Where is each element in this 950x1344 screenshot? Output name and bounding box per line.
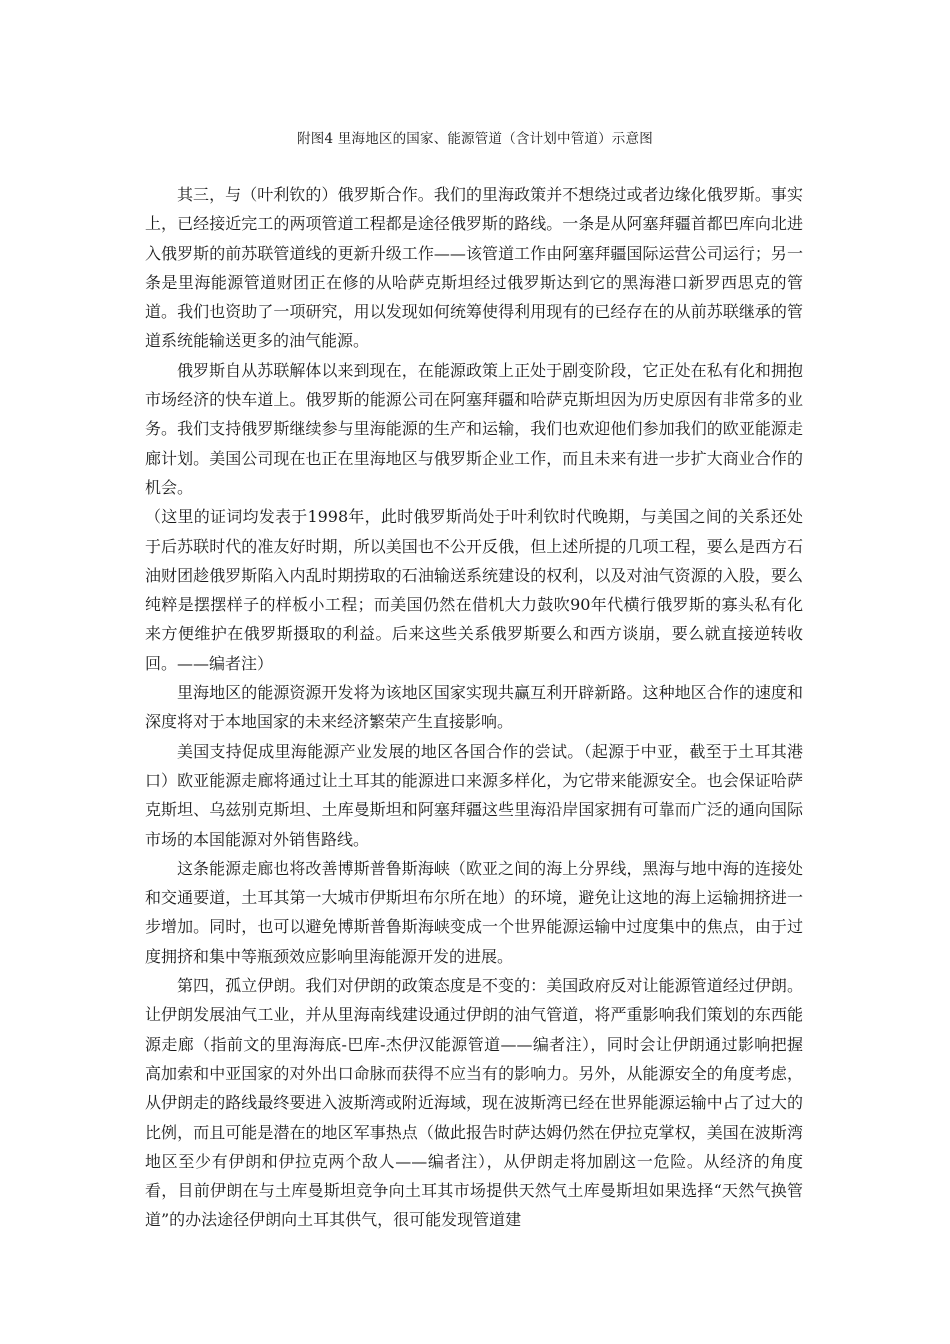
- paragraph-text: 美国支持促成里海能源产业发展的地区各国合作的尝试。: [177, 741, 584, 761]
- paragraph-text: 里海地区的能源资源开发将为该地区国家实现共赢互利开辟新路。这种地区合作的速度和深度将对于本地国家的未来经济繁荣产生直接影响。: [145, 683, 803, 732]
- paragraph-text: 这条能源走廊也将改善博斯普鲁斯海峡: [177, 858, 450, 878]
- paragraph-text: 其三，与: [177, 185, 242, 204]
- paragraph-text: 俄罗斯自从苏联解体以来到现在，在能源政策上正处于剧变阶段，它正处在私有化和拥抱市场经济的快车道上。俄罗斯的能源公司在阿塞拜疆和哈萨克斯坦因为历史原因有非常多的业务。我们支持俄罗斯继续参与里海能源的生产和运输，我们也欢迎他们参加我们的欧亚能源走廊计划。美国公司现在也正在里海地区与俄罗斯企业工作，而且未来有进一步扩大商业合作的机会。: [145, 360, 803, 497]
- paragraph-text: 的环境，避免让这地的海上运输拥挤进一步增加。同时，也可以避免博斯普鲁斯海峡变成一个世界能源运输中过度集中的焦点，由于过度拥挤和集中等瓶颈效应影响里海能源开发的进展。: [145, 888, 803, 966]
- body-paragraph: [145, 854, 803, 971]
- body-paragraph: [145, 180, 803, 356]
- paragraph-text: ，从伊朗走将加剧这一危险。从经济的角度看，目前伊朗在与土库曼斯坦竞争向土耳其市场提供天然气土库曼斯坦如果选择“天然气换管道”的办法途径伊朗向土耳其供气，很可能发现管道建: [145, 1151, 803, 1230]
- figure-caption: 附图4 里海地区的国家、能源管道（含计划中管道）示意图: [297, 131, 653, 147]
- editor-note-paragraph: [145, 502, 803, 678]
- paragraph-text: 俄罗斯合作。我们的里海政策并不想绕过或者边缘化俄罗斯。事实上，已经接近完工的两项管道工程都是途径俄罗斯的路线。一条是从阿塞拜疆首都巴库向北进入俄罗斯的前苏联管道线的更新升级工作——该管道工作由阿塞拜疆国际运营公司运行；另一条是里海能源管道财团正在修的从哈萨克斯坦经过俄罗斯达到它的黑海港口新罗西思克的管道。我们也资助了一项研究，用以发现如何统筹使得利用现有的已经存在的从前苏联继承的管道系统能输送更多的油气能源。: [145, 185, 803, 351]
- paragraph-text: ，同时会让伊朗通过影响把握高加索和中亚国家的对外出口命脉而获得不应当有的影响力。另外，从能源安全的角度考虑，从伊朗走的路线最终要进入波斯湾或附近海域，现在波斯湾已经在世界能源运输中占了过大的比例，而且可能是潜在的地区军事热点: [145, 1034, 803, 1142]
- paragraph-text: 欧亚能源走廊将通过让土耳其的能源进口来源多样化，为它带来能源安全。也会保证哈萨克斯坦、乌兹别克斯坦、土库曼斯坦和阿塞拜疆这些里海沿岸国家拥有可靠而广泛的通向国际市场的本国能源对外销售路线。: [145, 770, 803, 849]
- inline-note: （起源于中亚，截至于土耳其港口）: [145, 741, 803, 790]
- body-paragraph: [145, 737, 803, 854]
- inline-note: （这里的证词均发表于1998年，此时俄罗斯尚处于叶利钦时代晚期，与美国之间的关系还处于后苏联时代的准友好时期，所以美国也不公开反俄，但上述所提的几项工程，要么是西方石油财团趁俄罗斯陷入内乱时期捞取的石油输送系统建设的权利，以及对油气资源的入股，要么纯粹是摆摆样子的样板小工程；而美国仍然在借机大力鼓吹90年代横行俄罗斯的寡头私有化来方便维护在俄罗斯摄取的利益。后来这些关系俄罗斯要么和西方谈崩，要么就直接逆转收回。——编者注）: [145, 507, 803, 673]
- inline-note: （指前文的里海海底-巴库-杰伊汉能源管道——编者注）: [194, 1034, 591, 1054]
- inline-note: （做此报告时萨达姆仍然在伊拉克掌权，美国在波斯湾地区至少有伊朗和伊拉克两个敌人——编者注）: [145, 1122, 803, 1171]
- body-text: [145, 180, 803, 1235]
- body-paragraph: [145, 356, 803, 502]
- inline-note: （叶利钦的）: [241, 185, 338, 204]
- paragraph-text: 第四，孤立伊朗。我们对伊朗的政策态度是不变的：美国政府反对让能源管道经过伊朗。让伊朗发展油气工业，并从里海南线建设通过伊朗的油气管道，将严重影响我们策划的东西能源走廊: [145, 976, 803, 1054]
- body-paragraph: [145, 678, 803, 737]
- body-paragraph: [145, 971, 803, 1235]
- inline-note: （欧亚之间的海上分界线，黑海与地中海的连接处和交通要道，土耳其第一大城市伊斯坦布尔所在地）: [145, 858, 803, 908]
